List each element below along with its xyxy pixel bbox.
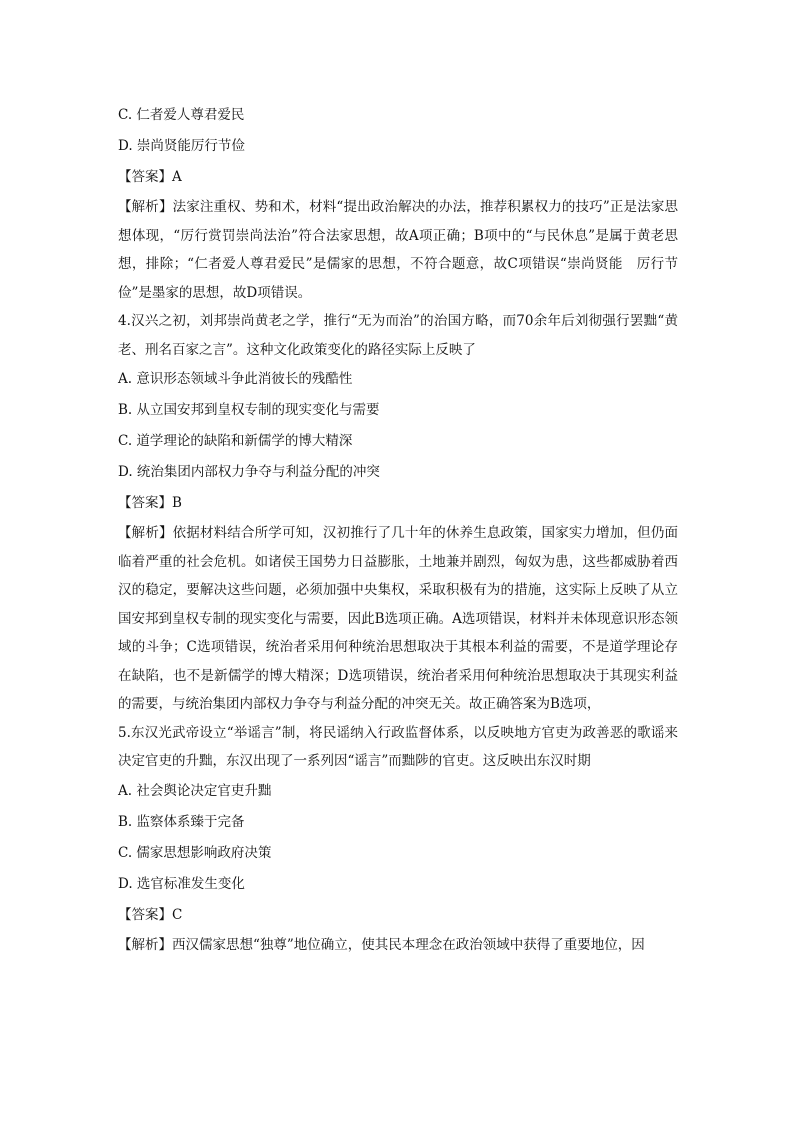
option-b-q4: B. 从立国安邦到皇权专制的现实变化与需要 — [118, 402, 380, 418]
option-c-q4: C. 道学理论的缺陷和新儒学的博大精深 — [118, 433, 353, 449]
question-5: 5.东汉光武帝设立“举谣言”制，将民谣纳入行政监督体系，以反映地方官吏为政善恶的歌谣来决定官吏的升黜，东汉出现了一系列因“谣言”而黜陟的官吏。这反映出东汉时期 — [118, 724, 678, 769]
option-a-q4: A. 意识形态领域斗争此消彼长的残酷性 — [118, 371, 353, 387]
option-d-q3: D. 崇尚贤能厉行节俭 — [118, 138, 245, 154]
answer-q3: 【答案】A — [118, 169, 182, 185]
option-d-q4: D. 统治集团内部权力争夺与利益分配的冲突 — [118, 464, 380, 480]
question-4: 4.汉兴之初，刘邦崇尚黄老之学，推行“无为而治”的治国方略，而70余年后刘彻强行罢黜“黄老、刑名百家之言”。这种文化政策变化的路径实际上反映了 — [118, 313, 678, 358]
option-d-q5: D. 选官标准发生变化 — [118, 875, 245, 892]
option-c-q3: C. 仁者爱人尊君爱民 — [118, 107, 245, 123]
option-c-q5: C. 儒家思想影响政府决策 — [118, 844, 272, 861]
option-b-q5: B. 监察体系臻于完备 — [118, 813, 245, 830]
analysis-q3: 【解析】法家注重权、势和术，材料“提出政治解决的办法，推荐积累权力的技巧”正是法家思想体现，“厉行赏罚崇尚法治”符合法家思想，故A项正确；B项中的“与民休息”是属于黄老思想，排除；“仁者爱人尊君爱民”是儒家的思想，不符合题意，故C项错误“崇尚贤能 厉行节俭”是墨家的思想，故D项错误。 — [118, 199, 678, 301]
analysis-q4: 【解析】依据材料结合所学可知，汉初推行了几十年的休养生息政策，国家实力增加，但仍面临着严重的社会危机。如诸侯王国势力日益膨胀，土地兼并剧烈，匈奴为患，这些都威胁着西汉的稳定，要解决这些问题，必须加强中央集权，采取积极有为的措施，这实际上反映了从立国安邦到皇权专制的现实变化与需要，因此B选项正确。A选项错误，材料并未体现意识形态领域的斗争；C选项错误，统治者采用何种统治思想取决于其根本利益的需要，不是道学理论存在缺陷，也不是新儒学的博大精深；D选项错误，统治者采用何种统治思想取决于其现实利益的需要，与统治集团内部权力争夺与利益分配的冲突无关。故正确答案为B选项， — [118, 525, 678, 712]
document-page — [118, 100, 678, 959]
option-a-q5: A. 社会舆论决定官吏升黜 — [118, 782, 272, 799]
analysis-q5: 【解析】西汉儒家思想“独尊”地位确立，使其民本理念在政治领域中获得了重要地位，因 — [118, 936, 645, 953]
answer-q5: 【答案】C — [118, 906, 183, 923]
answer-q4: 【答案】B — [118, 495, 182, 511]
